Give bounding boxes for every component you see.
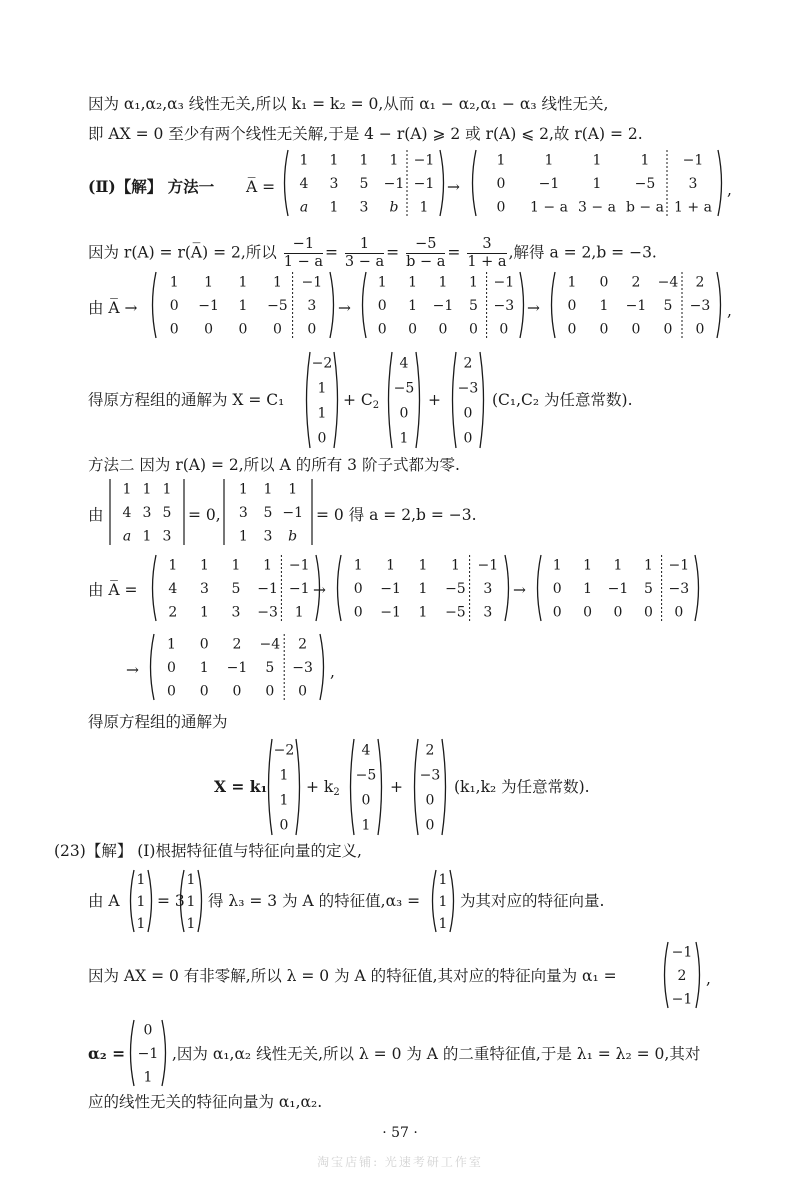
matrix-entry: −1: [380, 581, 401, 597]
matrix-entry: 1: [294, 604, 304, 621]
matrix-entry: 1: [279, 792, 289, 809]
page-number: · 57 ·: [382, 1125, 418, 1141]
matrix-entry: 3: [688, 176, 698, 192]
matrix-entry: −1: [257, 581, 278, 597]
matrix-entry: 3: [231, 604, 241, 621]
matrix-entry: 0: [425, 817, 435, 834]
matrix-entry: 1: [496, 152, 506, 169]
constants-note-2: (k₁,k₂ 为任意常数).: [454, 778, 590, 796]
alpha1-vector: [660, 940, 704, 1010]
matrix-entry: 2: [463, 355, 473, 372]
comma-4: ,: [706, 970, 711, 988]
matrix-entry: 1: [238, 528, 248, 545]
matrix-entry: −3: [689, 298, 711, 314]
constants-note-1: (C₁,C₂ 为任意常数).: [492, 391, 633, 409]
matrix-entry: 0: [567, 298, 577, 314]
matrix-entry: 1: [329, 199, 339, 216]
matrix-entry: −1: [137, 1046, 159, 1062]
matrix-entry: −1: [288, 557, 310, 574]
matrix-entry: 1: [136, 872, 146, 888]
text-line-1: 因为 α₁,α₂,α₃ 线性无关,所以 k₁ = k₂ = 0,从而 α₁ − α₂,α₁ − α₃ 线性无关,: [88, 95, 609, 113]
matrix-entry: 5: [231, 581, 241, 597]
matrix-entry: 2: [677, 968, 687, 984]
det-result: = 0 得 a = 2,b = −3.: [316, 506, 477, 524]
matrix-entry: −1: [413, 176, 435, 192]
matrix-entry: 0: [166, 683, 176, 700]
arrow-4: →: [313, 581, 326, 599]
matrix-entry: 2: [168, 604, 178, 621]
matrix-entry: 0: [143, 1022, 153, 1039]
matrix-entry: 4: [361, 742, 371, 759]
matrix-entry: 0: [695, 321, 705, 338]
matrix-entry: 0: [265, 683, 275, 700]
matrix-entry: 0: [272, 321, 282, 338]
general-solution-2: 得原方程组的通解为: [88, 713, 228, 731]
eig-statement: 得 λ₃ = 3 为 A 的特征值,α₃ =: [208, 892, 421, 910]
matrix-entry: −1: [198, 298, 219, 314]
eig-vector-2: [176, 868, 206, 934]
alpha2-text: ,因为 α₁,α₂ 线性无关,所以 λ = 0 为 A 的二重特征值,于是 λ₁ = λ₂ = 0,其对: [172, 1045, 701, 1063]
x-eq-k1: X = k₁: [214, 777, 268, 796]
matrix-entry: −5: [267, 298, 288, 314]
matrix-r2: [358, 270, 528, 340]
matrix-entry: 1: [592, 176, 602, 192]
rank-condition: 因为 r(A) = r(A̅) = 2,所以 $\frac{-1}{1 - a}$ = $\frac{1}{3 - a}$ = $\frac{-5}{b - a}$ = $\frac{3}{1 + a}$ ,解得 a = 2,b = −3.: [88, 236, 657, 270]
matrix-r3: [547, 270, 725, 340]
matrix-entry: 1: [418, 557, 428, 574]
matrix-entry: 0: [307, 321, 317, 338]
matrix-entry: 5: [265, 660, 275, 676]
general-solution-1: 得原方程组的通解为 X = C₁: [88, 391, 285, 409]
matrix-entry: −1: [383, 176, 405, 192]
matrix-entry: 0: [353, 604, 363, 621]
matrix-b2: [333, 553, 513, 623]
plus-2: +: [390, 778, 403, 796]
matrix-entry: 1: [199, 604, 209, 621]
matrix-entry: 0: [599, 321, 609, 338]
matrix-entry: 1: [169, 274, 179, 291]
matrix-entry: 1: [419, 199, 429, 216]
matrix-entry: −3: [292, 660, 313, 676]
matrix-entry: 1: [599, 298, 609, 314]
matrix-entry: 3: [142, 505, 152, 521]
matrix-entry: 1: [204, 274, 214, 291]
matrix-entry: −1: [282, 505, 303, 521]
matrix-entry: 0: [408, 321, 418, 338]
eig-vector-3: [428, 868, 458, 934]
matrix-entry: 4: [399, 355, 409, 372]
matrix-entry: b: [389, 199, 399, 216]
matrix-entry: b: [288, 528, 298, 545]
matrix-entry: 1: [399, 430, 409, 447]
matrix-entry: 0: [674, 604, 684, 621]
matrix-entry: 0: [317, 430, 327, 447]
matrix-entry: 0: [631, 321, 641, 338]
matrix-entry: −2: [273, 742, 295, 759]
plus-1: +: [428, 391, 441, 409]
matrix-entry: 1: [136, 916, 146, 932]
matrix-entry: 1: [166, 636, 176, 653]
matrix-entry: 0: [599, 274, 609, 291]
matrix-entry: −5: [445, 581, 466, 597]
matrix-entry: −1: [493, 274, 515, 291]
arrow-2: →: [338, 299, 351, 317]
matrix-entry: 0: [377, 298, 387, 314]
matrix-entry: 0: [663, 321, 673, 338]
matrix-entry: 1: [238, 481, 248, 498]
matrix-entry: 1: [143, 1069, 153, 1086]
matrix-entry: −1: [432, 298, 454, 314]
matrix-entry: 1: [186, 894, 196, 910]
matrix-entry: 5: [359, 176, 369, 192]
matrix-entry: −4: [657, 274, 679, 291]
matrix-b4: [146, 632, 328, 702]
matrix-entry: 0: [199, 636, 209, 653]
matrix-entry: 1: [438, 894, 448, 910]
matrix-entry: 1: [279, 767, 289, 784]
matrix-entry: 1: [353, 557, 363, 574]
matrix-entry: 0: [399, 405, 409, 422]
matrix-entry: 1: [122, 481, 132, 498]
last-line: 应的线性无关的特征向量为 α₁,α₂.: [88, 1093, 323, 1111]
matrix-entry: 1: [299, 152, 309, 169]
matrix-entry: 4: [122, 505, 132, 521]
fraction-4: $\frac{3}{1 + a}$: [467, 236, 507, 270]
comma-3: ,: [330, 663, 335, 681]
alpha2-vector: [126, 1018, 170, 1088]
matrix-entry: 3 − a: [578, 199, 616, 216]
matrix-entry: 0: [232, 683, 242, 700]
matrix-entry: 0: [567, 321, 577, 338]
eig-vector-1: [126, 868, 156, 934]
matrix-entry: 0: [643, 604, 653, 621]
matrix-entry: 2: [298, 636, 308, 653]
fraction-1: $\frac{-1}{1 - a}$: [283, 236, 323, 270]
matrix-entry: 1: [438, 872, 448, 888]
matrix-entry: 5: [643, 581, 653, 597]
abar-equals: A̅ =: [246, 178, 276, 196]
matrix-entry: 1: [317, 380, 327, 397]
eig-label: 由 A: [88, 892, 120, 910]
matrix-entry: −5: [355, 767, 377, 784]
matrix-abar-reduced: [468, 148, 726, 218]
matrix-entry: −4: [259, 636, 281, 653]
matrix-entry: 1: [438, 274, 448, 291]
matrix-entry: −3: [457, 380, 479, 397]
arrow-3: →: [527, 299, 540, 317]
matrix-entry: 1: [238, 298, 248, 314]
matrix-entry: a: [122, 528, 132, 545]
matrix-entry: 1: [408, 298, 418, 314]
matrix-entry: 1: [552, 557, 562, 574]
matrix-entry: −1: [288, 581, 310, 597]
matrix-entry: 1: [199, 660, 209, 676]
matrix-entry: −1: [682, 152, 704, 169]
matrix-entry: 1: [263, 557, 273, 574]
matrix-entry: −5: [634, 176, 656, 192]
matrix-entry: 1: [386, 557, 396, 574]
matrix-entry: 0: [499, 321, 509, 338]
matrix-entry: 5: [663, 298, 673, 314]
eig-end: 为其对应的特征向量.: [460, 892, 605, 910]
matrix-entry: 1: [583, 581, 593, 597]
matrix-abar-1: [280, 148, 448, 218]
matrix-b1: [148, 553, 324, 623]
matrix-entry: −2: [311, 355, 333, 372]
matrix-entry: 1: [199, 557, 209, 574]
matrix-entry: −1: [226, 660, 248, 676]
watermark: 淘宝店铺: 光速考研工作室: [317, 1155, 483, 1169]
matrix-entry: 1: [640, 152, 650, 169]
vector-c0: [448, 350, 488, 450]
ax-zero-line: 因为 AX = 0 有非零解,所以 λ = 0 为 A 的特征值,其对应的特征向量为 α₁ =: [88, 967, 617, 985]
matrix-entry: 5: [162, 505, 172, 521]
det-eq-zero: = 0,: [188, 506, 221, 524]
matrix-entry: 1: [186, 872, 196, 888]
matrix-entry: 4: [168, 581, 178, 597]
comma-1: ,: [727, 181, 732, 199]
matrix-entry: 1: [168, 557, 178, 574]
matrix-entry: −1: [671, 944, 693, 961]
matrix-entry: 1: [142, 528, 152, 545]
matrix-entry: 3: [329, 176, 339, 192]
matrix-entry: 3: [162, 528, 172, 545]
matrix-entry: 3: [483, 604, 493, 621]
matrix-entry: 0: [438, 321, 448, 338]
plus-k2: + $k_2$: [306, 778, 340, 798]
matrix-entry: 1: [418, 604, 428, 621]
determinant-1: [108, 477, 186, 547]
matrix-entry: 1 + a: [674, 199, 712, 216]
matrix-entry: 0: [496, 176, 506, 192]
matrix-entry: −3: [668, 581, 690, 597]
matrix-entry: −1: [607, 581, 629, 597]
matrix-entry: 2: [695, 274, 705, 291]
matrix-entry: 0: [552, 581, 562, 597]
matrix-entry: 0: [204, 321, 214, 338]
matrix-entry: 0: [279, 817, 289, 834]
matrix-entry: 0: [468, 321, 478, 338]
matrix-entry: 1: [377, 274, 387, 291]
matrix-entry: 0: [496, 199, 506, 216]
matrix-entry: 1: [468, 274, 478, 291]
matrix-entry: 3: [238, 505, 248, 521]
vector-k2: [346, 737, 386, 837]
comma-2: ,: [727, 302, 732, 320]
matrix-entry: 0: [463, 405, 473, 422]
matrix-entry: 0: [377, 321, 387, 338]
matrix-entry: −1: [538, 176, 560, 192]
matrix-entry: 1: [329, 152, 339, 169]
matrix-entry: 1: [643, 557, 653, 574]
matrix-entry: 0: [166, 660, 176, 676]
fraction-3: $\frac{-5}{b - a}$: [406, 236, 446, 270]
matrix-entry: −1: [477, 557, 499, 574]
eig-eq-3: = 3: [157, 892, 185, 910]
matrix-entry: −5: [393, 380, 415, 397]
matrix-entry: 1: [567, 274, 577, 291]
matrix-entry: −1: [413, 152, 435, 169]
matrix-entry: 1: [231, 557, 241, 574]
matrix-entry: 1: [272, 274, 282, 291]
matrix-entry: 3: [359, 199, 369, 216]
vector-k1: [264, 737, 304, 837]
matrix-entry: −1: [668, 557, 690, 574]
matrix-entry: 1: [136, 894, 146, 910]
question-23: (23)【解】 (Ⅰ)根据特征值与特征向量的定义,: [54, 842, 362, 860]
matrix-entry: 1: [263, 481, 273, 498]
determinant-2: [222, 477, 314, 547]
matrix-entry: −5: [445, 604, 466, 621]
alpha2-equals: α₂ =: [88, 1044, 126, 1063]
reduce-label-2: 由 A̅ =: [88, 581, 138, 599]
matrix-entry: 3: [307, 298, 317, 314]
matrix-entry: 5: [263, 505, 273, 521]
matrix-entry: 0: [425, 792, 435, 809]
matrix-entry: 1 − a: [530, 199, 568, 216]
matrix-entry: 5: [468, 298, 478, 314]
matrix-entry: 0: [353, 581, 363, 597]
matrix-entry: −3: [257, 604, 278, 621]
det-label: 由: [88, 506, 104, 524]
matrix-entry: 1: [162, 481, 172, 498]
matrix-entry: 1: [450, 557, 460, 574]
matrix-entry: 0: [298, 683, 308, 700]
matrix-entry: 0: [238, 321, 248, 338]
method-2: 方法二 因为 r(A) = 2,所以 A 的所有 3 阶子式都为零.: [88, 456, 460, 474]
matrix-entry: 1: [408, 274, 418, 291]
arrow-5: →: [513, 581, 526, 599]
arrow-1: →: [447, 178, 460, 196]
vector-k0: [410, 737, 450, 837]
text-line-2: 即 AX = 0 至少有两个线性无关解,于是 4 − r(A) ⩾ 2 或 r(A) ⩽ 2,故 r(A) = 2.: [88, 125, 643, 143]
matrix-entry: 2: [232, 636, 242, 653]
matrix-entry: −1: [625, 298, 647, 314]
matrix-entry: 1: [592, 152, 602, 169]
matrix-entry: 0: [583, 604, 593, 621]
matrix-entry: 2: [631, 274, 641, 291]
matrix-entry: −1: [301, 274, 323, 291]
arrow-6: →: [126, 661, 139, 679]
vector-c1: [302, 350, 342, 450]
vector-c2: [384, 350, 424, 450]
matrix-entry: 3: [199, 581, 209, 597]
matrix-entry: 0: [463, 430, 473, 447]
matrix-entry: 2: [425, 742, 435, 759]
matrix-entry: 1: [359, 152, 369, 169]
matrix-entry: b − a: [626, 199, 664, 216]
matrix-entry: −1: [671, 991, 693, 1008]
matrix-entry: 0: [361, 792, 371, 809]
matrix-entry: 1: [583, 557, 593, 574]
matrix-entry: 1: [438, 916, 448, 932]
matrix-entry: 4: [299, 176, 309, 192]
matrix-entry: 1: [418, 581, 428, 597]
matrix-entry: 3: [263, 528, 273, 545]
matrix-entry: 1: [613, 557, 623, 574]
matrix-entry: 1: [361, 817, 371, 834]
reduce-label: 由 A̅ →: [88, 299, 138, 317]
matrix-entry: −3: [419, 767, 441, 784]
matrix-entry: 0: [199, 683, 209, 700]
fraction-2: $\frac{1}{3 - a}$: [344, 236, 385, 270]
matrix-entry: 0: [613, 604, 623, 621]
matrix-entry: 1: [288, 481, 298, 498]
matrix-entry: 1: [544, 152, 554, 169]
matrix-entry: 1: [389, 152, 399, 169]
matrix-r1: [148, 270, 338, 340]
matrix-entry: 1: [186, 916, 196, 932]
matrix-entry: 0: [169, 321, 179, 338]
matrix-b3: [533, 553, 703, 623]
matrix-entry: a: [299, 199, 309, 216]
matrix-entry: −1: [380, 604, 401, 621]
matrix-entry: 1: [142, 481, 152, 498]
matrix-entry: −3: [493, 298, 515, 314]
matrix-entry: 0: [169, 298, 179, 314]
matrix-entry: 0: [552, 604, 562, 621]
matrix-entry: 1: [317, 405, 327, 422]
matrix-entry: 1: [238, 274, 248, 291]
part2-heading: (Ⅱ)【解】 方法一: [88, 177, 215, 196]
plus-c2: + $C_2$: [343, 391, 380, 411]
matrix-entry: 3: [483, 581, 493, 597]
